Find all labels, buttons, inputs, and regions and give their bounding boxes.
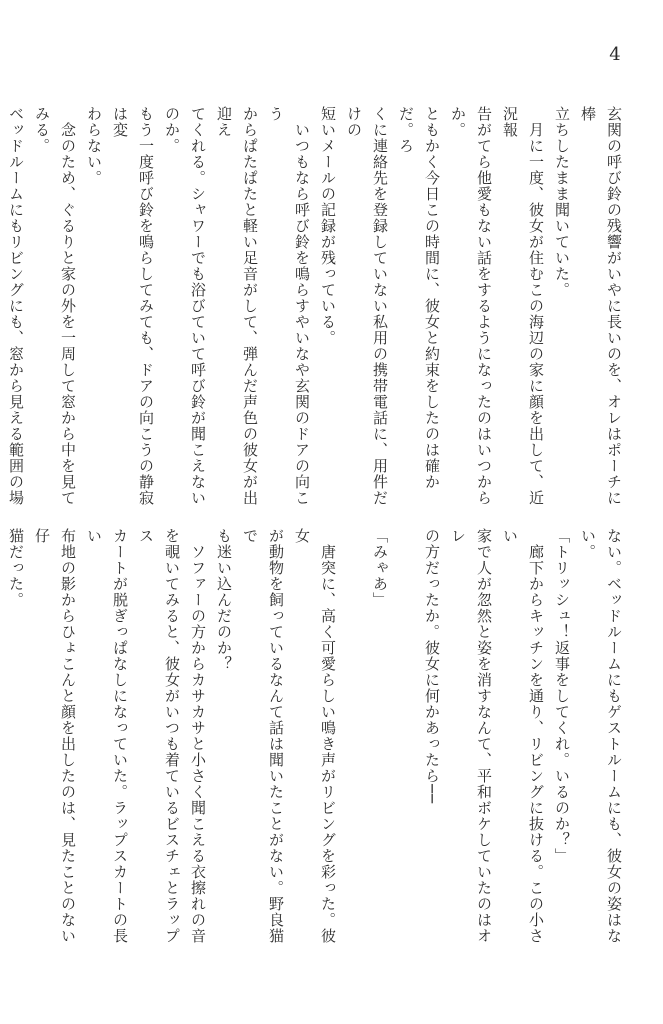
dialogue-line: 「トリッシュ！返事をしてくれ。いるのか？」 xyxy=(553,528,571,864)
dialogue-line: 「みゃあ」 xyxy=(371,528,389,608)
paragraph: 念のため、ぐるりと家の外を一周して窓から中を見てみる。 ベッドルームにもリビングにも、窓から見える範囲の場 xyxy=(7,106,77,506)
paragraph: ソファーの方からカサカサと小さく聞こえる衣擦れの音 を覗いてみると、彼女がいつも着ているビスチェとラップス カートが脱ぎっぱなしになっていた。ラップスカートの長い 布地の影からひょこんと顔を出したのは、見たことのない仔 猫だった。 xyxy=(7,528,207,944)
paragraph: 唐突に、高く可愛らしい鳴き声がリビングを彩った。彼女 が動物を飼っているなんて話は聞いたことがない。野良猫で も迷い込んだのか？ xyxy=(215,528,337,944)
paragraph xyxy=(0,528,3,948)
paragraph: 廊下からキッチンを通り、リビングに抜ける。この小さい 家で人が忽然と姿を消すなんて、平和ボケしていたのはオレ の方だったか。彼女に何かあったら── xyxy=(423,528,545,944)
text-block-lower xyxy=(0,528,627,948)
page-number: 4 xyxy=(609,44,621,65)
blank-line xyxy=(341,528,367,948)
paragraph: 月に一度、彼女が住むこの海辺の家に顔を出して、近況報 告がてら他愛もない話をするようになったのはいつからか。 ともかく今日この時間に、彼女と約束をしたのは確かだ。ろ くに連絡先を登録していない私用の携帯電話に、用件だけの 短いメールの記録が残っている。 xyxy=(319,106,545,506)
blank-line xyxy=(393,528,419,948)
paragraph: いつもなら呼び鈴を鳴らすやいなや玄関のドアの向こう からぱたぱたと軽い足音がして、弾んだ声色の彼女が出迎え てくれる。シャワーでも浴びていて呼び鈴が聞こえないのか。 もう一度呼び鈴を鳴らしてみても、ドアの向こうの静寂は変 わらない。 xyxy=(85,106,311,506)
text-block-upper xyxy=(0,106,627,516)
paragraph: ない。ベッドルームにもゲストルームにも、彼女の姿はない。 xyxy=(579,528,623,944)
paragraph: 玄関の呼び鈴の残響がいやに長いのを、オレはポーチに棒 立ちしたまま聞いていた。 xyxy=(553,106,623,506)
